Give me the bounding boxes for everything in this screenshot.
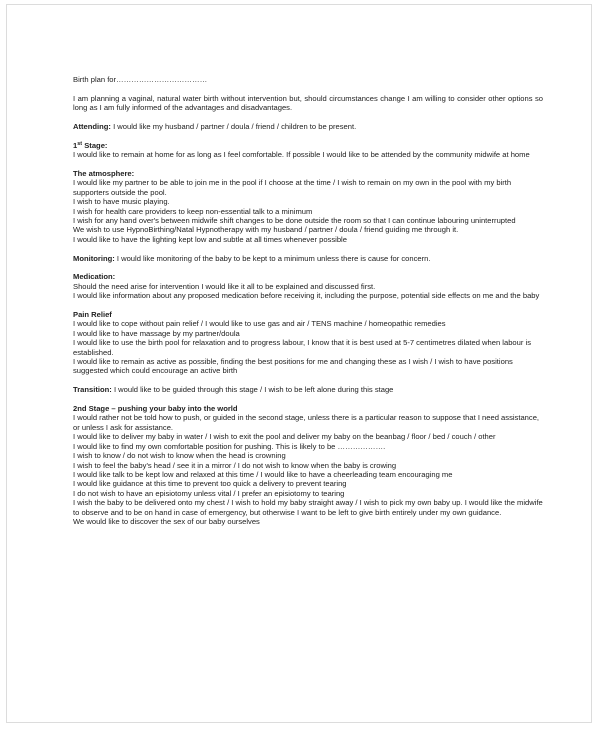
second-stage-line: I wish the baby to be delivered onto my chest / I wish to hold my baby straight away / I wish to pick my own baby up. I would like the midwife to observe and to be on hand in case of emergency, but otherwise I want to be left to give birth entirely under my own guidance.	[73, 498, 543, 517]
birth-plan-title-line: Birth plan for………………………………	[73, 75, 208, 84]
document-page	[6, 4, 592, 723]
pain-relief-heading: Pain Relief	[73, 310, 112, 320]
attending-section	[73, 122, 543, 131]
pain-relief-line: I would like to use the birth pool for relaxation and to progress labour, I know that it is best used at 5-7 centimetres dilated when labour is established.	[73, 338, 531, 357]
atmosphere-line: I wish for health care providers to keep non-essential talk to a minimum	[73, 206, 313, 216]
attending-text: I would like my husband / partner / doula / friend / children to be present.	[110, 122, 357, 131]
pain-relief-line: I would like to have massage by my partner/doula	[73, 328, 240, 338]
atmosphere-heading: The atmosphere:	[73, 169, 135, 178]
medication-line: I would like information about any proposed medication before receiving it, including the purpose, potential side effects on me and the baby	[73, 291, 540, 301]
atmosphere-line: I wish for any hand over's between midwife shift changes to be done outside the room so that I can continue labouring uninterrupted	[73, 216, 516, 226]
atmosphere-line: We wish to use HypnoBirthing/Natal Hypnotherapy with my husband / partner / doula / friend guiding me through it.	[73, 225, 459, 235]
medication-heading: Medication:	[73, 272, 116, 282]
monitoring-text: I would like monitoring of the baby to be kept to a minimum unless there is cause for concern.	[114, 253, 431, 263]
medication-line: Should the need arise for intervention I would like it all to be explained and discussed first.	[73, 281, 376, 291]
first-stage-number: 1	[73, 140, 78, 150]
second-stage-line: I would like to find my own comfortable position for pushing. This is likely to be ……………….	[73, 441, 386, 451]
second-stage-line: I wish to feel the baby's head / see it in a mirror / I do not wish to know when the baby is crowing	[73, 460, 397, 470]
second-stage-line: I wish to know / do not wish to know when the head is crowning	[73, 451, 286, 461]
atmosphere-list	[73, 178, 543, 244]
medication-list	[73, 282, 543, 301]
second-stage-line: I would like talk to be kept low and relaxed at this time / I would like to have a cheerleading team encouraging me	[73, 469, 453, 479]
atmosphere-line: I would like my partner to be able to join me in the pool if I choose at the time / I wish to remain on my own in the pool with my birth supporters outside the pool.	[73, 178, 512, 197]
transition-label: Transition:	[73, 385, 112, 395]
birth-plan-document	[73, 75, 543, 526]
atmosphere-line: I wish to have music playing.	[73, 197, 170, 207]
monitoring-section	[73, 254, 543, 263]
second-stage-line: I would like guidance at this time to prevent too quick a delivery to prevent tearing	[73, 479, 347, 489]
atmosphere-line: I would like to have the lighting kept low and subtle at all times whenever possible	[73, 234, 347, 244]
transition-text: I would like to be guided through this stage / I wish to be left alone during this stage	[111, 385, 394, 395]
monitoring-label: Monitoring:	[73, 253, 115, 263]
second-stage-line: We would like to discover the sex of our baby ourselves	[73, 516, 260, 526]
second-stage-list	[73, 413, 543, 526]
first-stage-heading	[73, 141, 543, 150]
second-stage-line: I would rather not be told how to push, or guided in the second stage, unless there is a particular reason to suppose that I need assistance, or unless I ask for assistance.	[73, 413, 540, 432]
pain-relief-line: I would like to remain as active as possible, finding the best positions for me and changing these as I wish / I wish to have positions suggested which could encourage an active birth	[73, 357, 513, 376]
transition-section	[73, 385, 543, 394]
pain-relief-line: I would like to cope without pain relief / I would like to use gas and air / TENS machine / homeopathic remedies	[73, 319, 446, 329]
second-stage-heading: 2nd Stage – pushing your baby into the world	[73, 404, 238, 414]
first-stage-label: Stage:	[82, 140, 108, 150]
first-stage-superscript: st	[77, 140, 83, 147]
attending-label: Attending:	[73, 122, 111, 131]
second-stage-line: I do not wish to have an episiotomy unless vital / I prefer an episiotomy to tearing	[73, 488, 345, 498]
pain-relief-list	[73, 319, 543, 375]
second-stage-line: I would like to deliver my baby in water / I wish to exit the pool and deliver my baby on the beanbag / floor / bed / couch / other	[73, 432, 496, 442]
first-stage-text: I would like to remain at home for as long as I feel comfortable. If possible I would like to be attended by the community midwife at home	[73, 150, 530, 160]
intro-paragraph: I am planning a vaginal, natural water birth without intervention but, should circumstances change I am willing to consider other options so long as I am fully informed of the advantages and disadvantages.	[73, 93, 543, 113]
